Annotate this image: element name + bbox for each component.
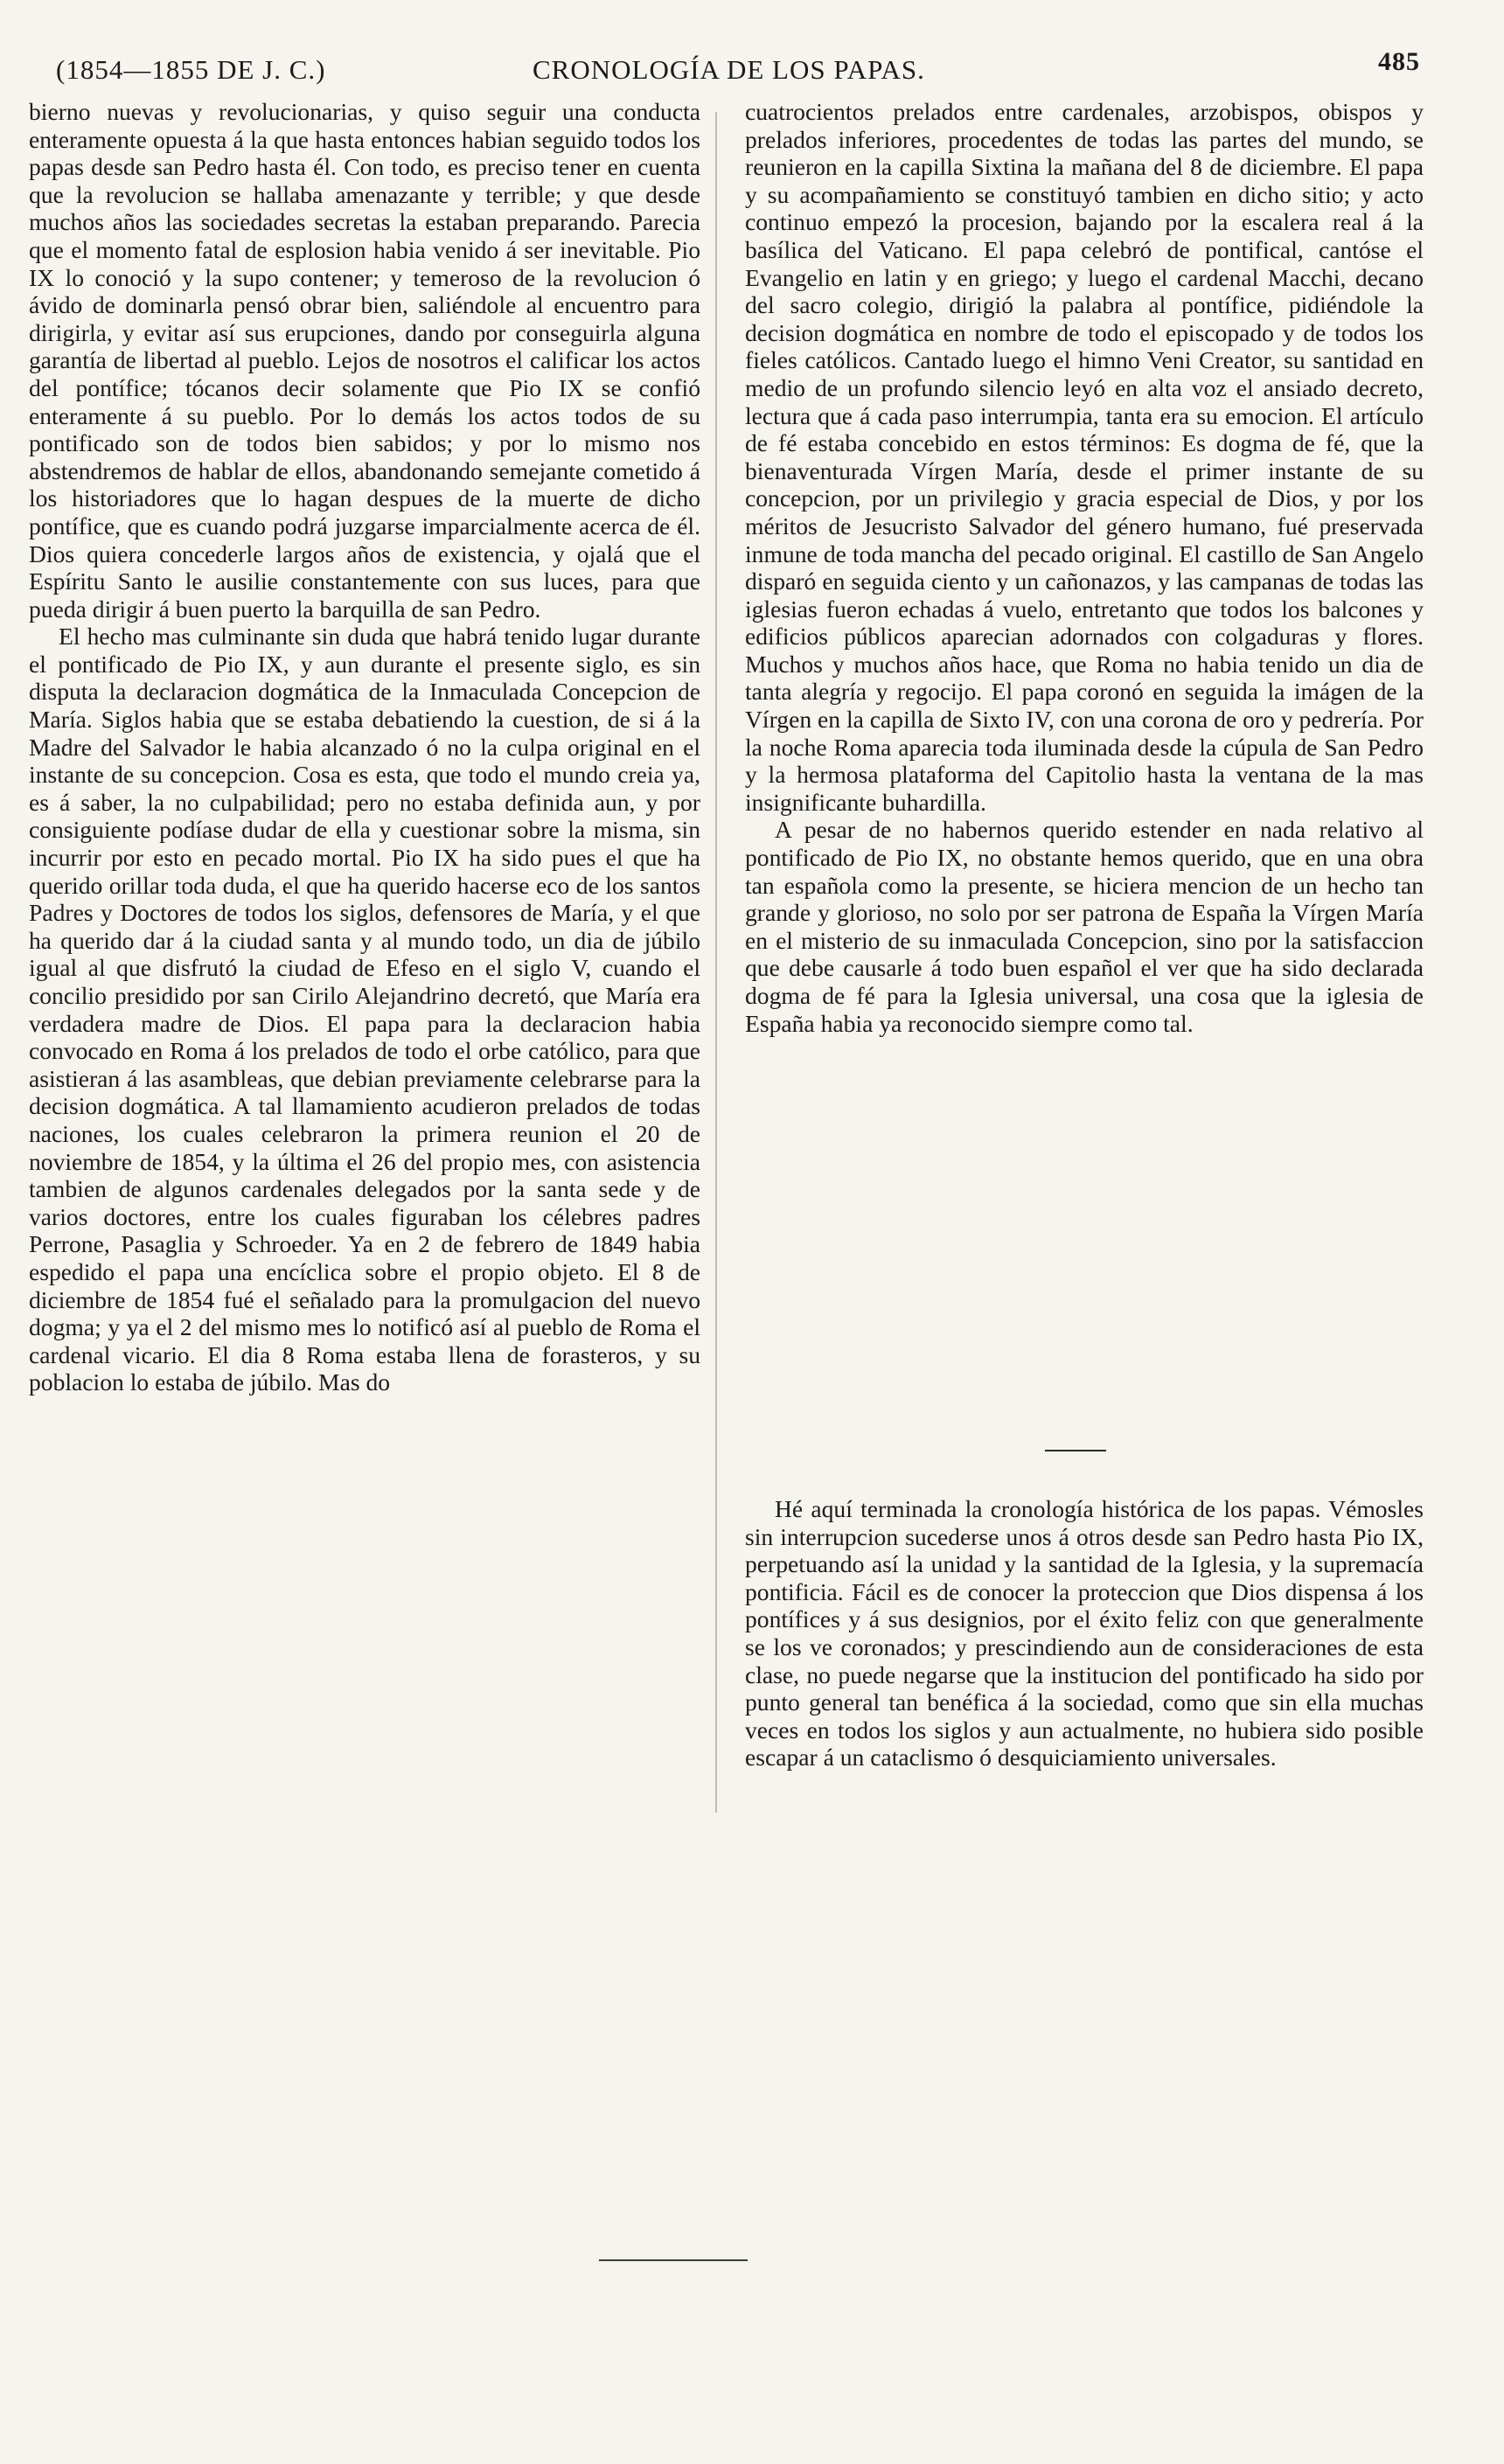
closing-paragraph: Hé aquí terminada la cronología histórica de los papas. Vémosles sin interrupcion sucederse unos á otros desde san Pedro hasta Pio IX, perpetuando así la unidad y la santidad de la Iglesia, y la supremacía pontificia. Fácil es de conocer la proteccion que Dios dispensa á los pontífices y á sus designios, por el éxito feliz con que generalmente se los ve coronados; y prescindiendo aun de consideraciones de esta clase, no puede negarse que la institucion del pontificado ha sido por punto general tan benéfica á la sociedad, como que sin ella muchas veces en todos los siglos y aun actualmente, no hubiera sido posible escapar á un cataclismo ó desquiciamiento universales. bbox=[745, 1495, 1424, 1771]
paragraph: A pesar de no habernos querido estender en nada relativo al pontificado de Pio IX, no obstante hemos querido, que en una obra tan española como la presente, se hiciera mencion de un hecho tan grande y glorioso, no solo por ser patrona de España la Vírgen María en el misterio de su inmaculada Concepcion, sino por la satisfaccion que debe causarle á todo buen español el ver que ha sido declarada dogma de fé para la Iglesia universal, una cosa que la iglesia de España habia ya reconocido siempre como tal. bbox=[745, 816, 1424, 1037]
paragraph: bierno nuevas y revolucionarias, y quiso seguir una conducta enteramente opuesta á la que hasta entonces habian seguido todos los papas desde san Pedro hasta él. Con todo, es preciso tener en cuenta que la revolucion se hallaba amenazante y terrible; y que desde muchos años las sociedades secretas la estaban preparando. Parecia que el momento fatal de esplosion habia venido á ser inevitable. Pio IX lo conoció y la supo contener; y temeroso de la revolucion ó ávido de dominarla pensó obrar bien, saliéndole al encuentro para dirigirla, y evitar así sus erupciones, dando por conseguirla alguna garantía de libertad al pueblo. Lejos de nosotros el calificar los actos del pontífice; tócanos decir solamente que Pio IX se confió enteramente á su pueblo. Por lo demás los actos todos de su pontificado son de todos bien sabidos; y por lo mismo nos abstendremos de hablar de ellos, abandonando semejante cometido á los historiadores que lo hagan despues de la muerte de dicho pontífice, que es cuando podrá juzgarse imparcialmente acerca de él. Dios quiera concederle largos años de existencia, y ojalá que el Espíritu Santo le ausilie constantemente con sus luces, para que pueda dirigir á buen puerto la barquilla de san Pedro. bbox=[29, 98, 700, 623]
paragraph: cuatrocientos prelados entre cardenales, arzobispos, obispos y prelados inferiores, procedentes de todas las partes del mundo, se reunieron en la capilla Sixtina la mañana del 8 de diciembre. El papa y su acompañamiento se constituyó tambien en dicho sitio; y acto continuo empezó la procesion, bajando por la escalera real á la basílica del Vaticano. El papa celebró de pontifical, cantóse el Evangelio en latin y en griego; y luego el cardenal Macchi, decano del sacro colegio, dirigió la palabra al pontífice, pidiéndole la decision dogmática en nombre de todo el episcopado y de todos los fieles católicos. Cantado luego el himno Veni Creator, su santidad en medio de un profundo silencio leyó en alta voz el ansiado decreto, lectura que á cada paso interrumpia, tanta era su emocion. El artículo de fé estaba concebido en estos términos: Es dogma de fé, que la bienaventurada Vírgen María, desde el primer instante de su concepcion, por un privilegio y gracia especial de Dios, y por los méritos de Jesucristo Salvador del género humano, fué preservada inmune de toda mancha del pecado original. El castillo de San Angelo disparó en seguida ciento y un cañonazos, y las campanas de todas las iglesias fueron echadas á vuelo, entretanto que todos los balcones y edificios públicos aparecian adornados con colgaduras y flores. Muchos y muchos años hace, que Roma no habia tenido un dia de tanta alegría y regocijo. El papa coronó en seguida la imágen de la Vírgen en la capilla de Sixto IV, con una corona de oro y pedrería. Por la noche Roma aparecia toda iluminada desde la cúpula de San Pedro y la hermosa plataforma del Capitolio hasta la ventana de la mas insignificante buhardilla. bbox=[745, 98, 1424, 816]
column-separator bbox=[715, 112, 717, 1813]
left-column bbox=[29, 98, 700, 1396]
right-column bbox=[745, 98, 1424, 1037]
section-divider bbox=[1045, 1450, 1106, 1451]
end-rule bbox=[599, 2259, 748, 2261]
page-number: 485 bbox=[1378, 47, 1420, 76]
paragraph: El hecho mas culminante sin duda que habrá tenido lugar durante el pontificado de Pio IX, y aun durante el presente siglo, es sin disputa la declaracion dogmática de la Inmaculada Concepcion de María. Siglos habia que se estaba debatiendo la cuestion, de si á la Madre del Salvador le habia alcanzado ó no la culpa original en el instante de su concepcion. Cosa es esta, que todo el mundo creia ya, es á saber, la no culpabilidad; pero no estaba definida aun, y por consiguiente podíase dudar de ella y cuestionar sobre la misma, sin incurrir por esto en pecado mortal. Pio IX ha sido pues el que ha querido orillar toda duda, el que ha querido hacerse eco de los santos Padres y Doctores de todos los siglos, defensores de María, y el que ha querido dar á la ciudad santa y al mundo todo, un dia de júbilo igual al que disfrutó la ciudad de Efeso en el siglo V, cuando el concilio presidido por san Cirilo Alejandrino decretó, que María era verdadera madre de Dios. El papa para la declaracion habia convocado en Roma á los prelados de todo el orbe católico, para que asistieran á las asambleas, que debian previamente celebrarse para la decision dogmática. A tal llamamiento acudieron prelados de todas naciones, los cuales celebraron la primera reunion el 20 de noviembre de 1854, y la última el 26 del propio mes, con asistencia tambien de algunos cardenales delegados por la santa sede y de varios doctores, entre los cuales figuraban los célebres padres Perrone, Pasaglia y Schroeder. Ya en 2 de febrero de 1849 habia espedido el papa una encíclica sobre el propio objeto. El 8 de diciembre de 1854 fué el señalado para la promulgacion del nuevo dogma; y ya el 2 del mismo mes lo notificó así al pueblo de Roma el cardenal vicario. El dia 8 Roma estaba llena de forasteros, y su poblacion lo estaba de júbilo. Mas do bbox=[29, 623, 700, 1396]
closing-section bbox=[745, 1495, 1424, 1771]
header-dates: (1854—1855 DE J. C.) bbox=[56, 54, 326, 85]
running-header bbox=[56, 47, 1420, 89]
header-title: CRONOLOGÍA DE LOS PAPAS. bbox=[533, 54, 925, 85]
